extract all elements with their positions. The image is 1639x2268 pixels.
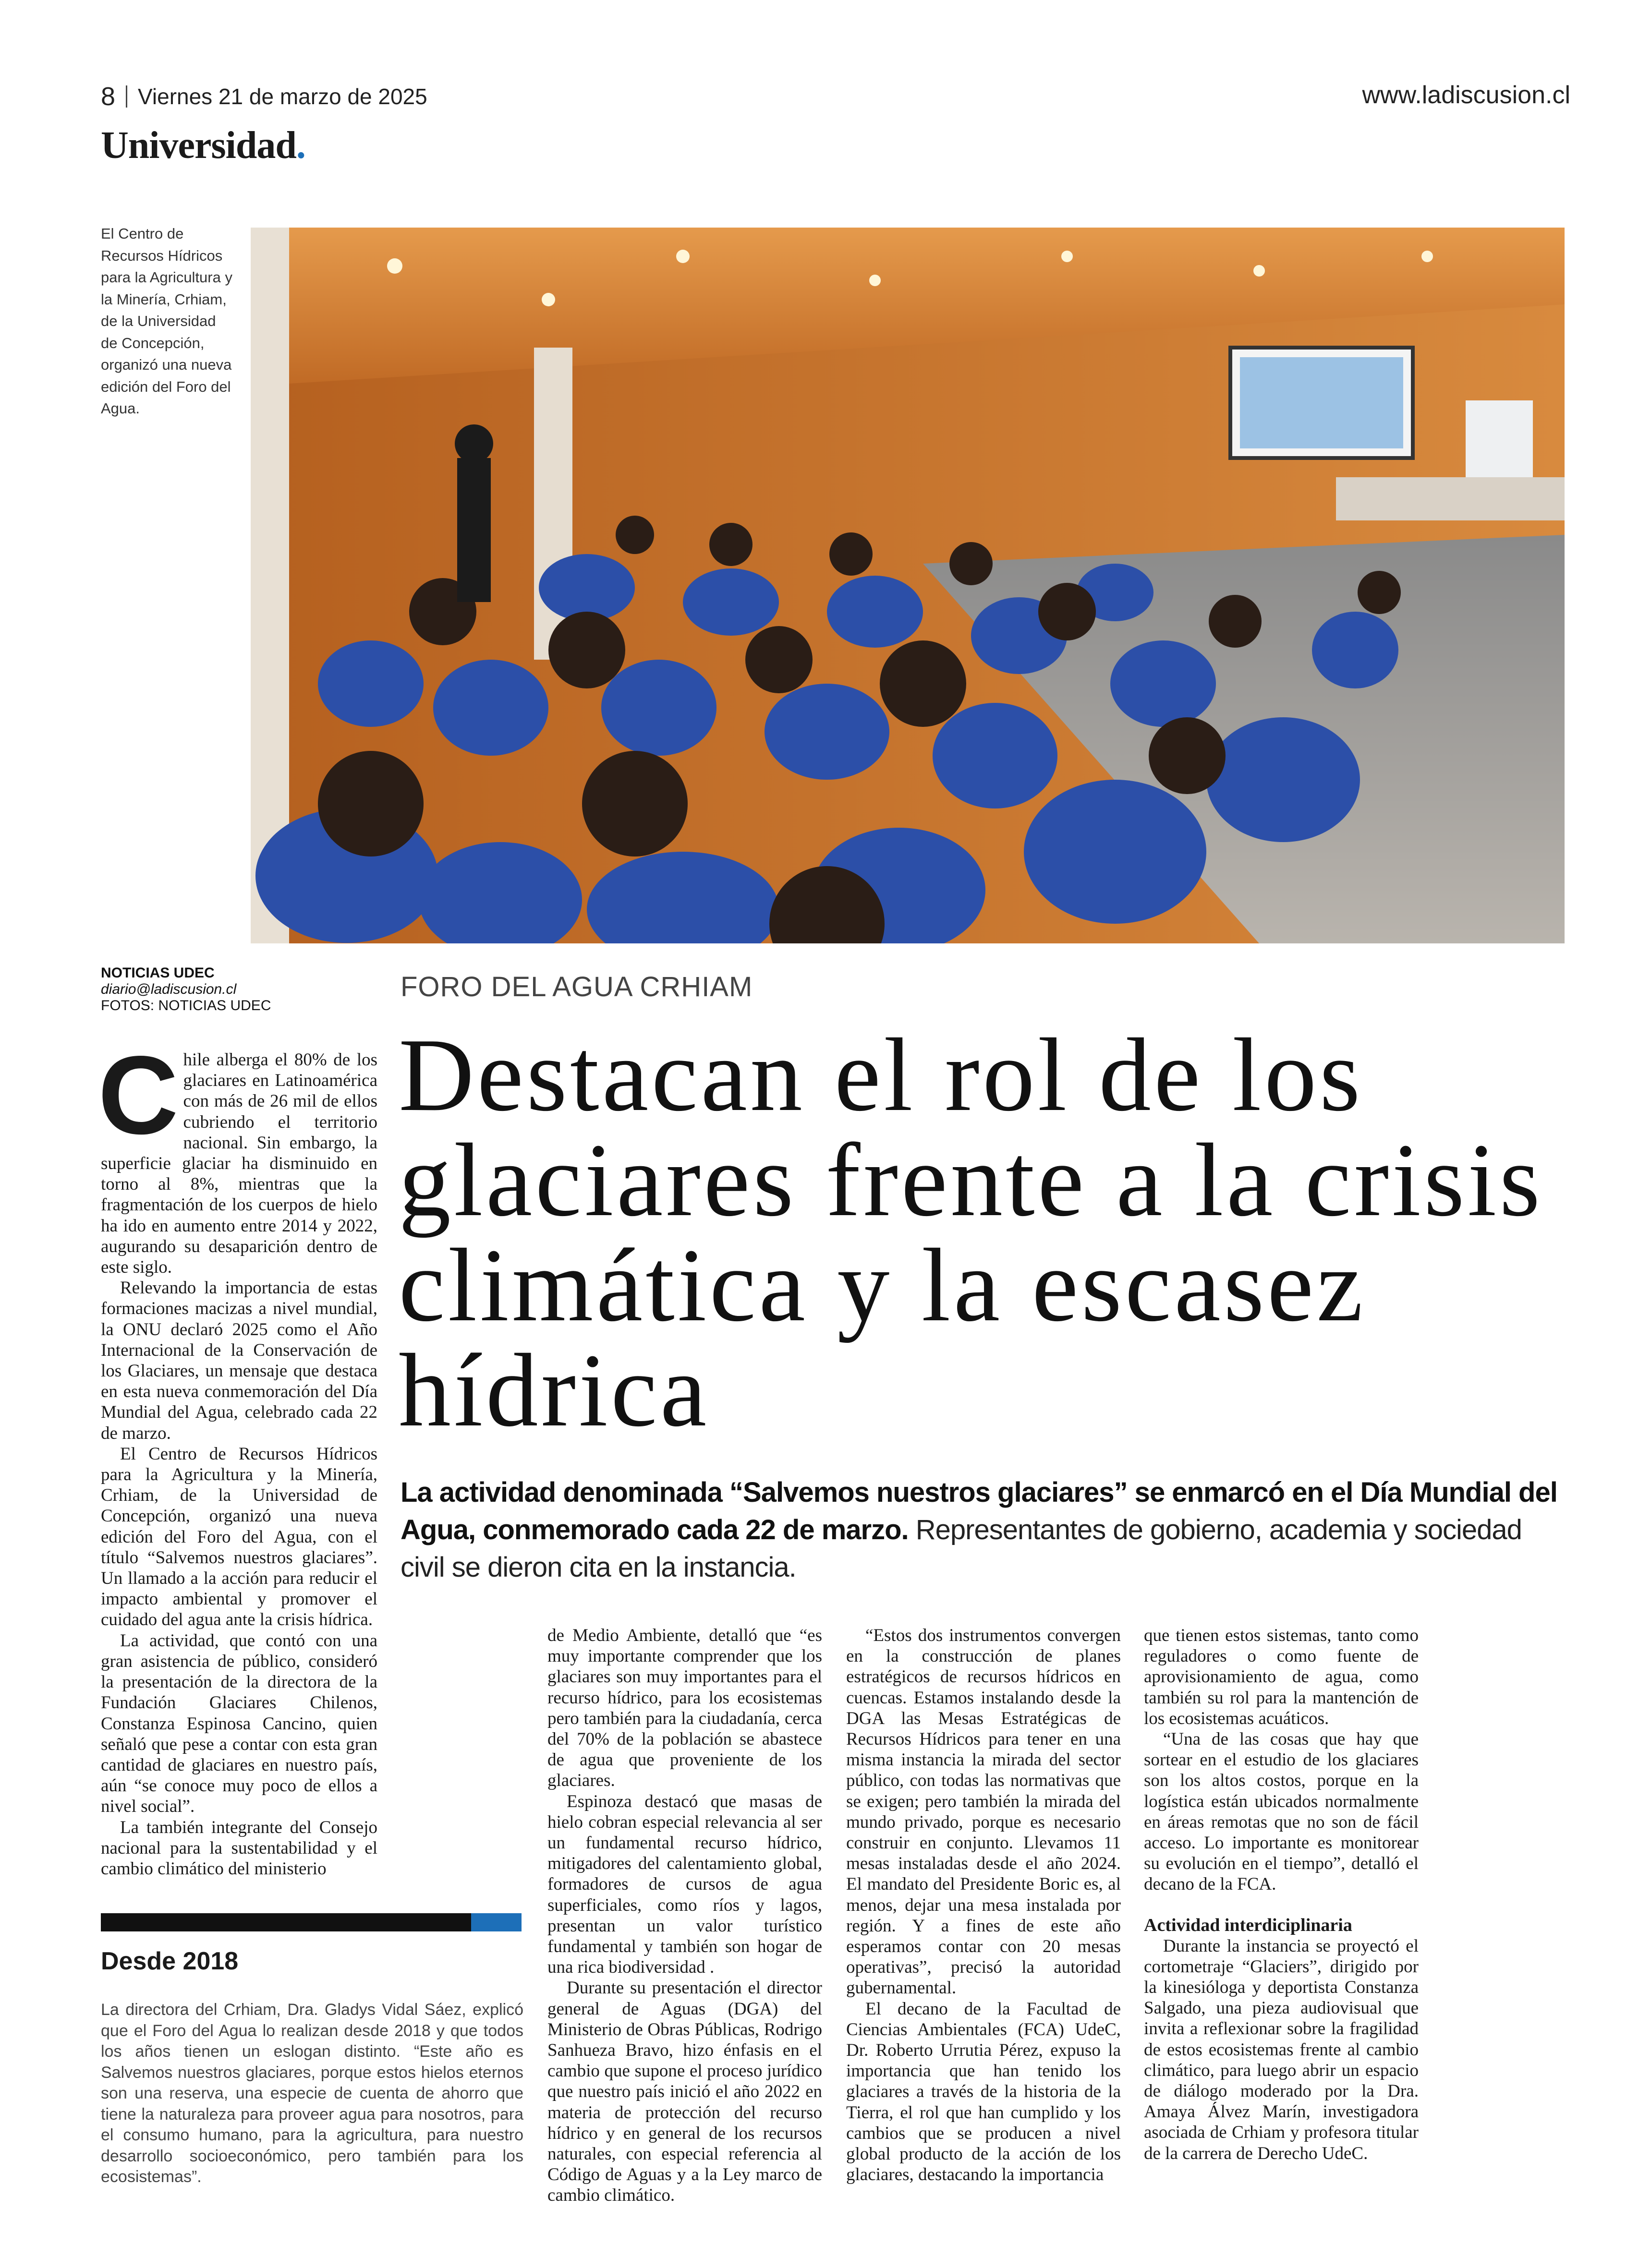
kicker: FORO DEL AGUA CRHIAM: [401, 971, 753, 1002]
article-column-1: [98, 1033, 377, 1879]
section-dot: .: [296, 124, 305, 167]
page-folio: [101, 82, 427, 111]
paragraph: “Una de las cosas que hay que sortear en el estudio de los glaciares son los altos costos, porque en la logística están ubicados normalmente en áreas remotas que no son de fácil acceso. Lo importante es monitorear su evolución en el tiempo”, detalló el decano de la FCA.: [1144, 1729, 1419, 1894]
author-email[interactable]: diario@ladiscusion.cl: [101, 981, 237, 997]
byline: [101, 965, 271, 1014]
section-title: [101, 124, 305, 168]
paragraph: que tienen estos sistemas, tanto como reguladores o como fuente de aprovisionamiento de agua, como también su rol para la mantención de los ecosistemas acuáticos.: [1144, 1626, 1419, 1728]
article-column-4: [1144, 1625, 1419, 2164]
section-label: Universidad: [101, 124, 296, 167]
event-photo: [251, 228, 1565, 943]
deck-regular: Representantes de gobierno, academia y sociedad civil se dieron cita en la instancia.: [401, 1514, 1522, 1583]
article-column-3: [846, 1625, 1121, 2185]
paragraph: Espinoza destacó que masas de hielo cobran especial relevancia al ser un fundamental recurso hídrico, mitigadores del calentamiento global, formadores de cursos de agua superficiales, como ríos y lagos, presentan un valor turístico fundamental y también son hogar de una rica biodiversidad .: [547, 1791, 822, 1978]
paragraph: Durante su presentación el director general de Aguas (DGA) del Ministerio de Obras Públicas, Rodrigo Sanhueza Bravo, hizo énfasis en el cambio que supone el proceso jurídico que nuestro país inició el año 2022 en materia de protección del recurso hídrico y en general de los recursos naturales, con especial referencia al Código de Aguas y a la Ley marco de cambio climático.: [547, 1978, 822, 2206]
subheading: Actividad interdiciplinaria: [1144, 1915, 1352, 1935]
article-column-2: [547, 1625, 822, 2206]
paragraph: de Medio Ambiente, detalló que “es muy importante comprender que los glaciares son muy importantes para el recurso hídrico, para los ecosistemas pero también para la ciudadanía, cerca del 70% de la población se abastece de agua que proveniente de los glaciares.: [547, 1626, 822, 1791]
headline: Destacan el rol de los glaciares frente a la crisis climática y la escasez hídrica: [399, 1017, 1543, 1448]
folio-divider: [126, 85, 127, 108]
deck-bold: La actividad denominada “Salvemos nuestros glaciares” se enmarcó en el Día Mundial del Agua, conmemorado cada 22 de marzo.: [401, 1477, 1557, 1545]
page-number: 8: [101, 82, 116, 111]
auditorium-image: [251, 228, 1565, 943]
box-divider-bar: [101, 1913, 471, 1931]
paragraph: Relevando la importancia de estas formaciones macizas a nivel mundial, la ONU declaró 2025 como el Año Internacional de la Conservación de los Glaciares, un mensaje que destaca en esta nueva conmemoración del Día Mundial del Agua, celebrado cada 22 de marzo.: [101, 1278, 377, 1443]
photo-caption: El Centro de Recursos Hídricos para la Agricultura y la Minería, Crhiam, de la Universidad de Concepción, organizó una nueva edición del Foro del Agua.: [101, 225, 232, 417]
paragraph: hile alberga el 80% de los glaciares en Latinoamérica con más de 26 mil de ellos cubriendo el territorio nacional. Sin embargo, la superficie glaciar ha disminuido en torno al 8%, mientras que la fragmentación de los cuerpos de hielo ha ido en aumento entre 2014 y 2022, augurando su desaparición dentro de este siglo.: [101, 1050, 377, 1278]
paragraph: El decano de la Facultad de Ciencias Ambientales (FCA) UdeC, Dr. Roberto Urrutia Pérez, expuso la importancia que han tenido los glaciares a través de la historia de la Tierra, el rol que han cumplido y los cambios que se producen a nivel global producto de la acción de los glaciares, destacando la importancia: [846, 1999, 1121, 2185]
paragraph: La actividad, que contó con una gran asistencia de público, consideró la presentación de la directora de la Fundación Glaciares Chilenos, Constanza Espinosa Cancino, quien señaló que pese a contar con esta gran cantidad de glaciares en nuestro país, aún “se conoce muy poco de ellos a nivel social”.: [101, 1630, 377, 1817]
issue-date: Viernes 21 de marzo de 2025: [138, 84, 427, 109]
website-link[interactable]: www.ladiscusion.cl: [1362, 81, 1570, 109]
author: NOTICIAS UDEC: [101, 965, 215, 981]
paragraph: El Centro de Recursos Hídricos para la Agricultura y la Minería, Crhiam, de la Universidad de Concepción, organizó una nueva edición del Foro del Agua, con el título “Salvemos nuestros glaciares”. Un llamado a la acción para reducir el impacto ambiental y promover el cuidado del agua ante la crisis hídrica.: [101, 1444, 377, 1630]
box-divider-accent: [471, 1913, 522, 1931]
photo-credit: FOTOS: NOTICIAS UDEC: [101, 998, 271, 1013]
sidebar-box-title: Desde 2018: [101, 1947, 239, 1975]
paragraph: “Estos dos instrumentos convergen en la construcción de planes estratégicos de recursos hídricos en cuencas. Estamos instalando desde la DGA las Mesas Estratégicas de Recursos Hídricos para tener en una misma instancia la mirada del sector público, con todas las normativas que se exigen; pero también la mirada del mundo privado, porque es necesario construir en conjunto. Llevamos 11 mesas instaladas desde el año 2024. El mandato del Presidente Boric es, al menos, dejar una mesa instalada por región. Y a fines de este año esperamos contar con 20 mesas operativas”, precisó la autoridad gubernamental.: [846, 1626, 1121, 1998]
paragraph: La también integrante del Consejo nacional para la sustentabilidad y el cambio climático del ministerio: [101, 1817, 377, 1879]
drop-cap: C: [98, 1033, 179, 1158]
sidebar-box-text: La directora del Crhiam, Dra. Gladys Vidal Sáez, explicó que el Foro del Agua lo realizan desde 2018 y que todos los años tienen un eslogan distinto. “Este año es Salvemos nuestros glaciares, porque estos hielos eternos son una reserva, una especie de cuenta de ahorro que tiene la naturaleza para proveer agua para nosotros, para el consumo humano, para la agricultura, para nuestro desarrollo socioeconómico, pero también para los ecosistemas”.: [101, 2001, 523, 2186]
paragraph: Durante la instancia se proyectó el cortometraje “Glaciers”, dirigido por la kinesióloga y deportista Constanza Salgado, una pieza audiovisual que invita a reflexionar sobre la fragilidad de estos ecosistemas frente al cambio climático, para luego abrir un espacio de diálogo moderado por la Dra. Amaya Álvez Marín, investigadora asociada de Crhiam y profesora titular de la carrera de Derecho UdeC.: [1144, 1936, 1419, 2163]
deck: [401, 1474, 1567, 1586]
